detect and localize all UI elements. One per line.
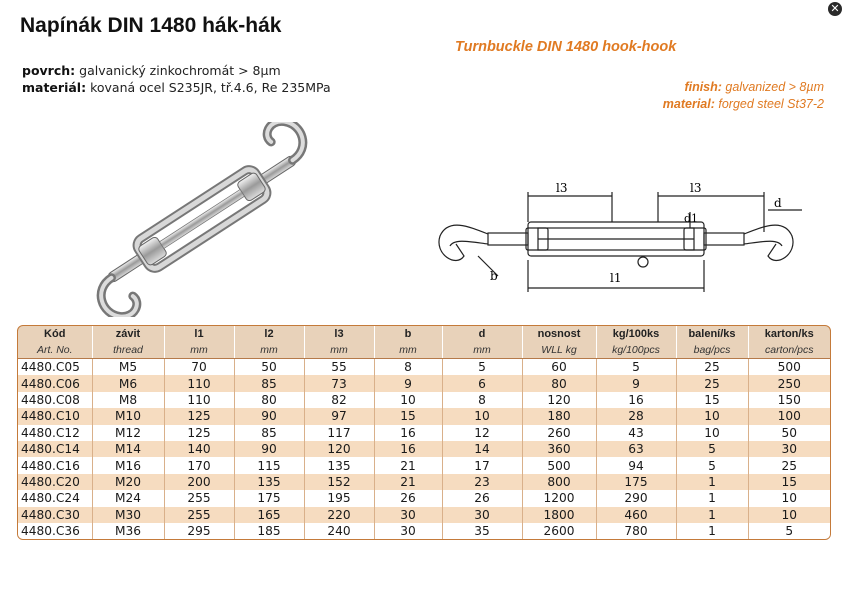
table-row [18, 457, 830, 473]
table-row [18, 474, 830, 490]
table-cell: M14 [92, 441, 164, 457]
table-cell: 70 [164, 359, 234, 376]
subheader-cell: WLL kg [522, 342, 596, 359]
table-cell: 21 [374, 474, 442, 490]
table-body [18, 359, 830, 540]
table-cell: 1 [676, 523, 748, 539]
subheader-cell: thread [92, 342, 164, 359]
table-cell: M36 [92, 523, 164, 539]
table-cell: 1 [676, 507, 748, 523]
table-cell: 14 [442, 441, 522, 457]
table-subheader-row [18, 342, 830, 359]
article-code-cell: 4480.C12 [18, 425, 92, 441]
table-cell: 165 [234, 507, 304, 523]
table-cell: 1800 [522, 507, 596, 523]
table-cell: M10 [92, 408, 164, 424]
table-cell: 120 [522, 392, 596, 408]
table-cell: 10 [748, 490, 830, 506]
spec-material [22, 79, 331, 96]
table-cell: 240 [304, 523, 374, 539]
table-cell: M12 [92, 425, 164, 441]
table-cell: 360 [522, 441, 596, 457]
subheader-cell: kg/100pcs [596, 342, 676, 359]
table-cell: M6 [92, 375, 164, 391]
table-row [18, 441, 830, 457]
spec-surface-value: galvanický zinkochromát > 8µm [75, 63, 281, 78]
table-cell: 10 [748, 507, 830, 523]
table-cell: 5 [596, 359, 676, 376]
spec-finish-label: finish: [684, 80, 722, 94]
close-icon[interactable]: ✕ [828, 2, 842, 16]
header-cell: l3 [304, 326, 374, 342]
table-cell: 120 [304, 441, 374, 457]
header-cell: kg/100ks [596, 326, 676, 342]
table-cell: 28 [596, 408, 676, 424]
table-header-row [18, 326, 830, 342]
table-cell: M24 [92, 490, 164, 506]
article-code-cell: 4480.C20 [18, 474, 92, 490]
table-cell: 10 [374, 392, 442, 408]
header-cell: b [374, 326, 442, 342]
header-cell: nosnost [522, 326, 596, 342]
table-cell: 55 [304, 359, 374, 376]
table-cell: 255 [164, 490, 234, 506]
label-l3-right: l3 [690, 181, 702, 195]
table-cell: 25 [676, 359, 748, 376]
table-cell: 800 [522, 474, 596, 490]
table-cell: 5 [442, 359, 522, 376]
specs-english [663, 79, 824, 113]
table-cell: 97 [304, 408, 374, 424]
label-l3-left: l3 [556, 181, 568, 195]
table-cell: 8 [374, 359, 442, 376]
spec-finish-value: galvanized > 8µm [721, 80, 824, 94]
table-cell: 30 [374, 507, 442, 523]
article-code-cell: 4480.C24 [18, 490, 92, 506]
label-d1: d1 [684, 212, 699, 225]
article-code-cell: 4480.C05 [18, 359, 92, 376]
subheader-cell: carton/pcs [748, 342, 830, 359]
table-cell: 100 [748, 408, 830, 424]
table-cell: 200 [164, 474, 234, 490]
article-code-cell: 4480.C36 [18, 523, 92, 539]
header-cell: závit [92, 326, 164, 342]
table-cell: 35 [442, 523, 522, 539]
table-cell: 125 [164, 408, 234, 424]
spec-material-en-value: forged steel St37-2 [714, 97, 824, 111]
table-row [18, 425, 830, 441]
header-cell: Kód [44, 328, 66, 340]
table-cell: 152 [304, 474, 374, 490]
table-cell: 73 [304, 375, 374, 391]
table-cell: 500 [748, 359, 830, 376]
dimensions-table [18, 326, 830, 539]
article-code-cell: 4480.C16 [18, 457, 92, 473]
table-cell: 500 [522, 457, 596, 473]
specs-czech [22, 62, 331, 96]
turnbuckle-photo [72, 122, 332, 317]
table-cell: M16 [92, 457, 164, 473]
table-cell: 12 [442, 425, 522, 441]
subheader-cell: mm [374, 342, 442, 359]
table-cell: M8 [92, 392, 164, 408]
table-cell: 50 [234, 359, 304, 376]
spec-surface-label: povrch: [22, 63, 76, 78]
english-title: Turnbuckle DIN 1480 hook-hook [455, 39, 677, 55]
table-row [18, 375, 830, 391]
subheader-cell: mm [234, 342, 304, 359]
table-cell: 30 [442, 507, 522, 523]
table-cell: 9 [596, 375, 676, 391]
table-cell: 220 [304, 507, 374, 523]
table-cell: 135 [234, 474, 304, 490]
table-cell: M5 [92, 359, 164, 376]
table-cell: 10 [676, 408, 748, 424]
table-cell: M20 [92, 474, 164, 490]
table-cell: 140 [164, 441, 234, 457]
header-cell: l1 [164, 326, 234, 342]
table-cell: 260 [522, 425, 596, 441]
table-cell: 460 [596, 507, 676, 523]
table-cell: 1 [676, 490, 748, 506]
table-cell: 50 [748, 425, 830, 441]
table-cell: 295 [164, 523, 234, 539]
table-cell: 195 [304, 490, 374, 506]
table-cell: 110 [164, 375, 234, 391]
table-cell: 15 [676, 392, 748, 408]
article-code-cell: 4480.C14 [18, 441, 92, 457]
table-cell: 90 [234, 408, 304, 424]
subheader-cell: mm [164, 342, 234, 359]
table-cell: 16 [596, 392, 676, 408]
table-cell: 80 [234, 392, 304, 408]
table-cell: 25 [676, 375, 748, 391]
label-l1: l1 [610, 271, 622, 285]
table-cell: 125 [164, 425, 234, 441]
table-cell: 110 [164, 392, 234, 408]
table-cell: 1 [676, 474, 748, 490]
table-cell: 780 [596, 523, 676, 539]
header-cell: karton/ks [748, 326, 830, 342]
article-code-cell: 4480.C06 [18, 375, 92, 391]
subheader-cell: Art. No. [18, 342, 92, 359]
table-cell: 5 [676, 441, 748, 457]
table-cell: 15 [748, 474, 830, 490]
spec-material-value: kovaná ocel S235JR, tř.4.6, Re 235MPa [86, 80, 331, 95]
table-cell: 9 [374, 375, 442, 391]
table-row [18, 408, 830, 424]
subheader-cell: bag/pcs [676, 342, 748, 359]
table-cell: 30 [374, 523, 442, 539]
table-cell: 180 [522, 408, 596, 424]
table-row [18, 392, 830, 408]
table-cell: M30 [92, 507, 164, 523]
header-cell: balení/ks [676, 326, 748, 342]
article-code-cell: 4480.C30 [18, 507, 92, 523]
table-row [18, 507, 830, 523]
table-cell: 15 [374, 408, 442, 424]
page-title: Napínák DIN 1480 hák-hák [20, 14, 282, 37]
spec-material-en-label: material: [662, 97, 715, 111]
technical-drawing [428, 176, 820, 308]
table-cell: 290 [596, 490, 676, 506]
table-row [18, 359, 830, 376]
table-cell: 16 [374, 441, 442, 457]
table-cell: 60 [522, 359, 596, 376]
table-cell: 255 [164, 507, 234, 523]
table-cell: 10 [676, 425, 748, 441]
header-cell: l2 [234, 326, 304, 342]
table-cell: 17 [442, 457, 522, 473]
subheader-cell: mm [442, 342, 522, 359]
table-cell: 30 [748, 441, 830, 457]
header-cell: d [442, 326, 522, 342]
table-cell: 23 [442, 474, 522, 490]
spec-material-label: materiál: [22, 80, 87, 95]
spec-finish [663, 79, 824, 96]
table-cell: 150 [748, 392, 830, 408]
spec-material-en [663, 96, 824, 113]
table-cell: 185 [234, 523, 304, 539]
dimensions-table-container [17, 325, 831, 540]
label-b: b [490, 269, 498, 283]
table-cell: 175 [234, 490, 304, 506]
subheader-cell: mm [304, 342, 374, 359]
table-cell: 25 [748, 457, 830, 473]
table-cell: 6 [442, 375, 522, 391]
table-cell: 43 [596, 425, 676, 441]
table-cell: 135 [304, 457, 374, 473]
table-cell: 90 [234, 441, 304, 457]
table-cell: 63 [596, 441, 676, 457]
table-cell: 85 [234, 375, 304, 391]
label-d: d [774, 196, 782, 210]
table-cell: 21 [374, 457, 442, 473]
table-cell: 5 [676, 457, 748, 473]
table-cell: 1200 [522, 490, 596, 506]
table-cell: 85 [234, 425, 304, 441]
table-cell: 26 [374, 490, 442, 506]
table-cell: 94 [596, 457, 676, 473]
table-cell: 10 [442, 408, 522, 424]
table-cell: 2600 [522, 523, 596, 539]
table-cell: 80 [522, 375, 596, 391]
table-cell: 26 [442, 490, 522, 506]
table-cell: 175 [596, 474, 676, 490]
table-cell: 8 [442, 392, 522, 408]
table-row [18, 523, 830, 539]
table-cell: 250 [748, 375, 830, 391]
table-cell: 16 [374, 425, 442, 441]
article-code-cell: 4480.C08 [18, 392, 92, 408]
table-cell: 170 [164, 457, 234, 473]
table-cell: 82 [304, 392, 374, 408]
spec-surface [22, 62, 331, 79]
table-cell: 5 [748, 523, 830, 539]
table-cell: 115 [234, 457, 304, 473]
table-row [18, 490, 830, 506]
article-code-cell: 4480.C10 [18, 408, 92, 424]
table-cell: 117 [304, 425, 374, 441]
